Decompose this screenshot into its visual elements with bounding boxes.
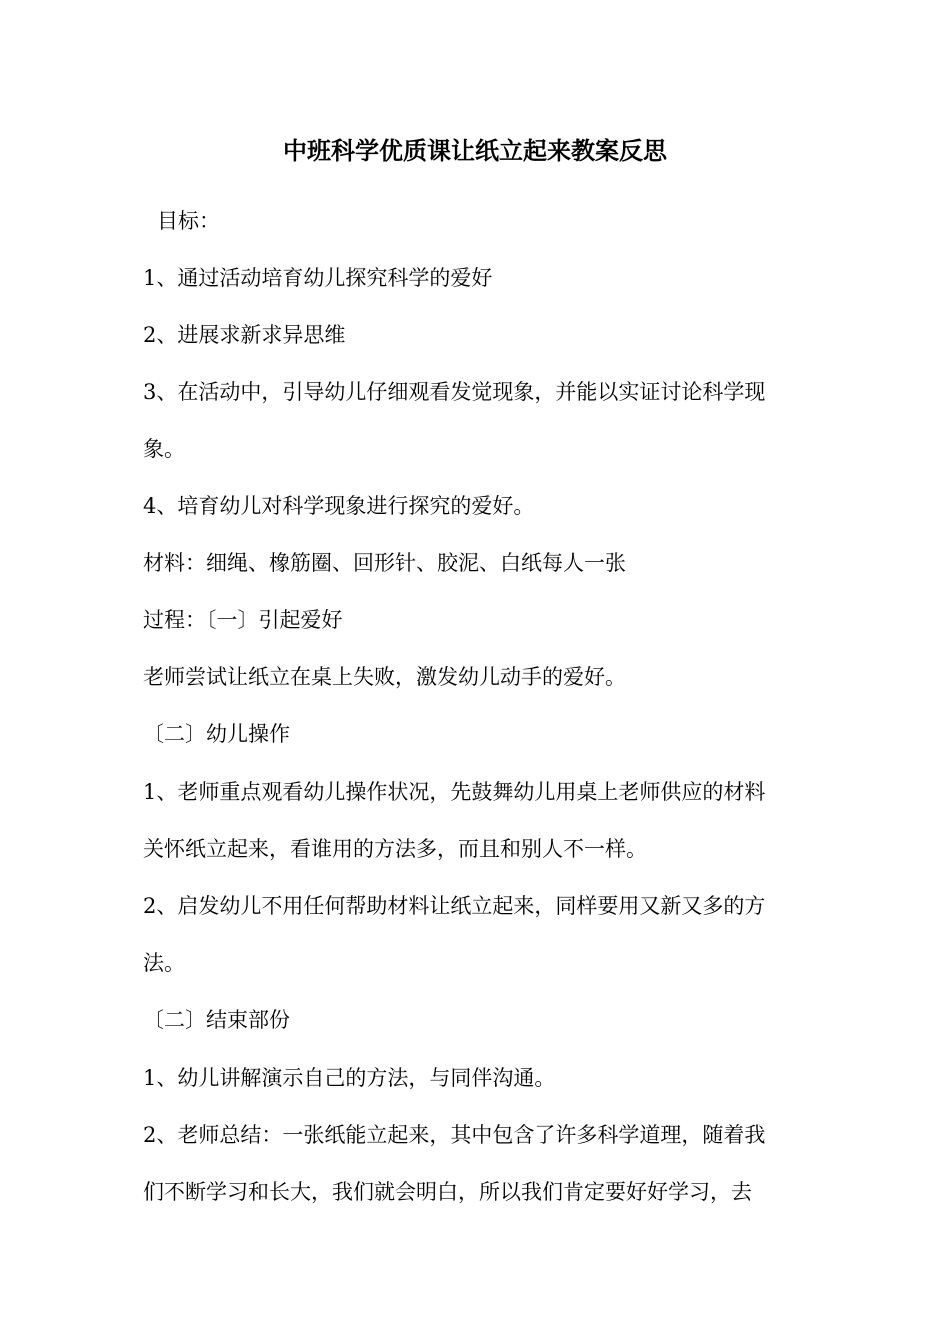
goal-item-3: 3、在活动中，引导幼儿仔细观看发觉现象，并能以实证讨论科学现 — [143, 380, 766, 404]
process-step-intro: 老师尝试让纸立在桌上失败，激发幼儿动手的爱好。 — [143, 665, 626, 689]
closing-item-1: 1、幼儿讲解演示自己的方法，与同伴沟通。 — [143, 1066, 556, 1090]
goal-item-4: 4、培育幼儿对科学现象进行探究的爱好。 — [143, 494, 535, 518]
goal-item-3-continued: 象。 — [143, 437, 185, 461]
document-title: 中班科学优质课让纸立起来教案反思 — [283, 136, 667, 165]
goal-item-2: 2、进展求新求异思维 — [143, 323, 346, 347]
section-child-operation: 〔二〕幼儿操作 — [143, 722, 290, 746]
closing-item-2-continued: 们不断学习和长大，我们就会明白，所以我们肯定要好好学习，去 — [143, 1180, 752, 1204]
materials-line: 材料：细绳、橡筋圈、回形针、胶泥、白纸每人一张 — [143, 551, 626, 575]
goal-item-1: 1、通过活动培育幼儿探究科学的爱好 — [143, 266, 493, 290]
section-closing: 〔二〕结束部份 — [143, 1008, 290, 1032]
operation-item-1-continued: 关怀纸立起来，看谁用的方法多，而且和别人不一样。 — [143, 837, 647, 861]
closing-item-2: 2、老师总结：一张纸能立起来，其中包含了许多科学道理，随着我 — [143, 1123, 766, 1147]
operation-item-1: 1、老师重点观看幼儿操作状况，先鼓舞幼儿用桌上老师供应的材料 — [143, 780, 766, 804]
section-goals-heading: 目标： — [157, 209, 220, 233]
process-heading: 过程：〔一〕引起爱好 — [143, 608, 343, 632]
operation-item-2-continued: 法。 — [143, 951, 185, 975]
operation-item-2: 2、启发幼儿不用任何帮助材料让纸立起来，同样要用又新又多的方 — [143, 894, 766, 918]
